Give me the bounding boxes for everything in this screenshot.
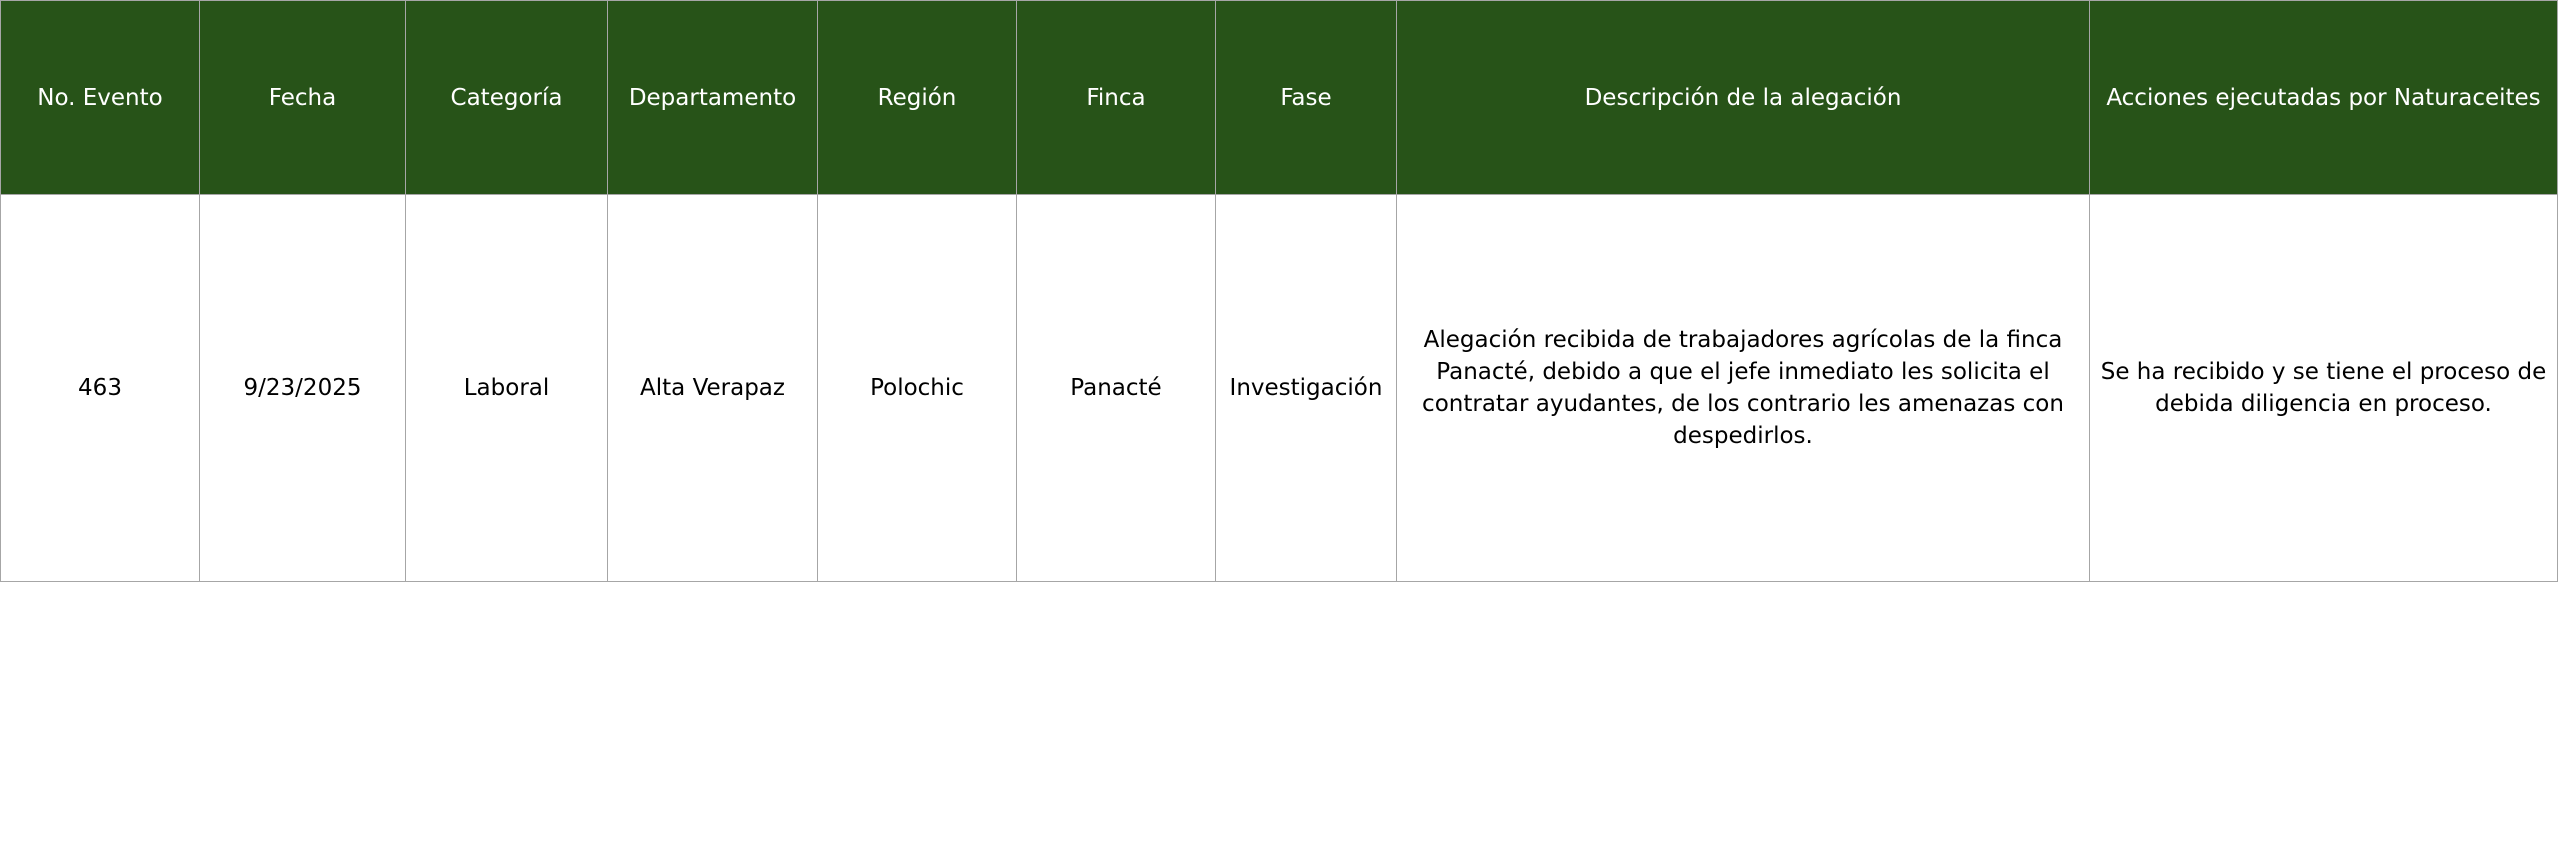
header-description: Descripción de la alegación (1397, 1, 2090, 195)
header-region: Región (818, 1, 1017, 195)
cell-phase: Investigación (1216, 195, 1397, 582)
cell-actions: Se ha recibido y se tiene el proceso de debida diligencia en proceso. (2090, 195, 2558, 582)
header-farm: Finca (1017, 1, 1216, 195)
header-department: Departamento (608, 1, 818, 195)
header-row (1, 1, 2558, 195)
header-actions: Acciones ejecutadas por Naturaceites (2090, 1, 2558, 195)
table-body (1, 195, 2558, 582)
header-date: Fecha (200, 1, 406, 195)
cell-event-no: 463 (1, 195, 200, 582)
cell-farm: Panacté (1017, 195, 1216, 582)
header-phase: Fase (1216, 1, 1397, 195)
cell-region: Polochic (818, 195, 1017, 582)
table-row (1, 195, 2558, 582)
table-header (1, 1, 2558, 195)
cell-description: Alegación recibida de trabajadores agrícolas de la finca Panacté, debido a que el jefe inmediato les solicita el contratar ayudantes, de los contrario les amenazas con despedirlos. (1397, 195, 2090, 582)
header-event-no: No. Evento (1, 1, 200, 195)
cell-date: 9/23/2025 (200, 195, 406, 582)
cell-category: Laboral (406, 195, 608, 582)
header-category: Categoría (406, 1, 608, 195)
cell-department: Alta Verapaz (608, 195, 818, 582)
